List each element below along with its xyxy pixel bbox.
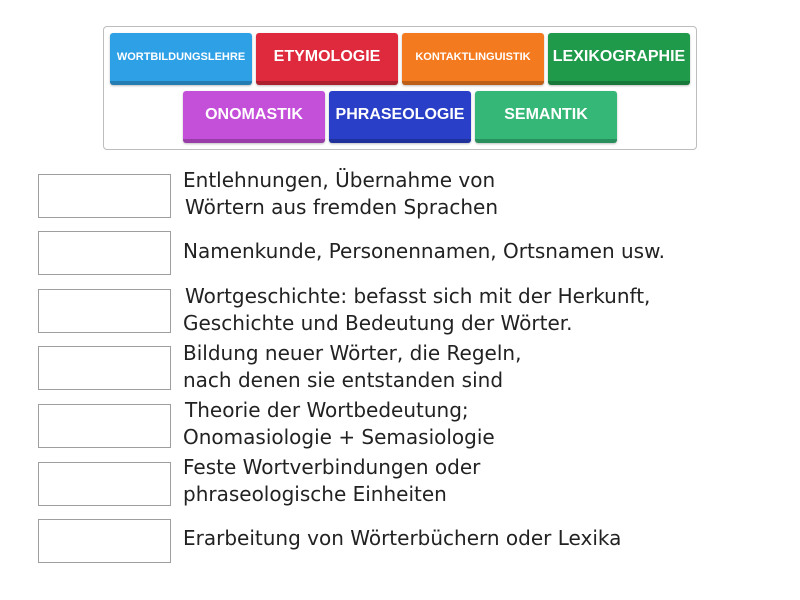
description-7	[183, 525, 621, 552]
drop-slot-2[interactable]	[38, 231, 171, 275]
description-line: Wörtern aus fremden Sprachen	[185, 195, 498, 219]
description-line: Geschichte und Bedeutung der Wörter.	[183, 311, 573, 335]
tile-semantik[interactable]: SEMANTIK	[475, 91, 617, 143]
description-line: Theorie der Wortbedeutung;	[185, 398, 469, 422]
drop-slot-4[interactable]	[38, 346, 171, 390]
tile-phraseologie[interactable]: PHRASEOLOGIE	[329, 91, 471, 143]
description-3	[183, 283, 650, 337]
tile-etymologie[interactable]: ETYMOLOGIE	[256, 33, 398, 85]
description-line: Bildung neuer Wörter, die Regeln,	[183, 341, 522, 365]
drop-slot-7[interactable]	[38, 519, 171, 563]
description-6	[183, 454, 480, 508]
description-line: Feste Wortverbindungen oder	[183, 455, 481, 479]
drop-slot-1[interactable]	[38, 174, 171, 218]
description-5	[183, 397, 495, 451]
description-line: Erarbeitung von Wörterbüchern oder Lexika	[183, 526, 622, 550]
description-4	[183, 340, 521, 394]
drop-slot-3[interactable]	[38, 289, 171, 333]
tile-onomastik[interactable]: ONOMASTIK	[183, 91, 325, 143]
word-bank	[103, 26, 697, 150]
description-line: Entlehnungen, Übernahme von	[183, 168, 496, 192]
description-1	[183, 167, 498, 221]
tile-lexikographie[interactable]: LEXIKOGRAPHIE	[548, 33, 690, 85]
description-line: Namenkunde, Personennamen, Ortsnamen usw.	[183, 239, 665, 263]
description-2	[183, 238, 665, 265]
tile-wortbildungslehre[interactable]: WORTBILDUNGSLEHRE	[110, 33, 252, 85]
description-line: Onomasiologie + Semasiologie	[183, 425, 495, 449]
tile-kontaktlinguistik[interactable]: KONTAKTLINGUISTIK	[402, 33, 544, 85]
description-line: Wortgeschichte: befasst sich mit der Herkunft,	[185, 284, 651, 308]
drop-slot-5[interactable]	[38, 404, 171, 448]
drop-slot-6[interactable]	[38, 462, 171, 506]
description-line: nach denen sie entstanden sind	[183, 368, 504, 392]
description-line: phraseologische Einheiten	[183, 482, 447, 506]
